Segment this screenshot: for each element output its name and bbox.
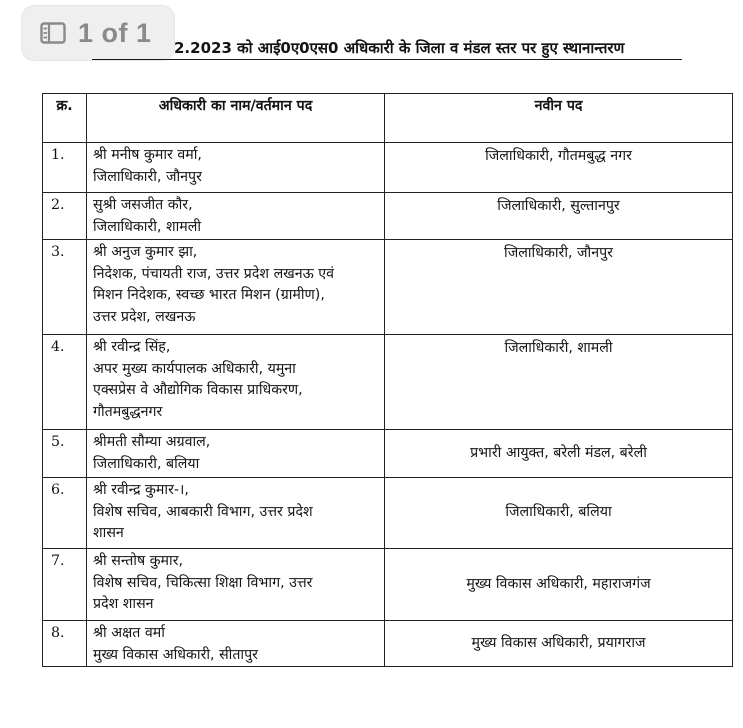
officer-cell — [87, 240, 385, 335]
table-row — [43, 478, 733, 549]
serial-cell: 7. — [43, 549, 87, 621]
officer-line: विशेष सचिव, चिकित्सा शिक्षा विभाग, उत्तर — [93, 574, 313, 591]
new-post-cell: जिलाधिकारी, सुल्तानपुर — [385, 193, 733, 240]
serial-cell: 5. — [43, 430, 87, 478]
page-indicator-button[interactable] — [22, 6, 174, 60]
page-indicator-label: 1 of 1 — [78, 17, 152, 48]
header-row — [43, 94, 733, 143]
new-post-cell: जिलाधिकारी, बलिया — [385, 478, 733, 549]
officer-cell — [87, 478, 385, 549]
table-row — [43, 240, 733, 335]
officer-cell — [87, 549, 385, 621]
serial-cell: 3. — [43, 240, 87, 335]
table-row — [43, 335, 733, 430]
officer-line: अपर मुख्य कार्यपालक अधिकारी, यमुना — [93, 360, 296, 377]
officer-line: प्रदेश शासन — [93, 596, 154, 612]
officer-cell — [87, 621, 385, 667]
document-title: 2.2023 को आई0ए0एस0 अधिकारी के जिला व मंडल स्तर पर हुए स्थानान्तरण — [174, 39, 625, 57]
officer-line: उत्तर प्रदेश, लखनऊ — [93, 308, 196, 325]
title-underline — [92, 59, 682, 60]
header-serial: क्र. — [43, 94, 87, 143]
header-officer: अधिकारी का नाम/वर्तमान पद — [87, 94, 385, 143]
serial-cell: 6. — [43, 478, 87, 549]
officer-line: जिलाधिकारी, बलिया — [93, 455, 200, 472]
new-post-cell: जिलाधिकारी, गौतमबुद्ध नगर — [385, 143, 733, 193]
officer-line: सुश्री जसजीत कौर, — [93, 197, 193, 213]
new-post-cell: जिलाधिकारी, जौनपुर — [385, 240, 733, 335]
officer-line: निदेशक, पंचायती राज, उत्तर प्रदेश लखनऊ एवं — [93, 265, 335, 282]
table-row — [43, 621, 733, 667]
officer-cell — [87, 143, 385, 193]
officer-line: गौतमबुद्धनगर — [93, 403, 163, 420]
page-list-icon — [40, 22, 66, 44]
officer-cell — [87, 335, 385, 430]
officer-line: जिलाधिकारी, जौनपुर — [93, 168, 202, 185]
officer-line: श्री अक्षत वर्मा — [93, 625, 165, 641]
officer-cell — [87, 193, 385, 240]
officer-line: श्री रवीन्द्र सिंह, — [93, 339, 171, 355]
table-row — [43, 430, 733, 478]
new-post-cell: मुख्य विकास अधिकारी, प्रयागराज — [385, 621, 733, 667]
officer-line: श्री मनीष कुमार वर्मा, — [93, 147, 202, 163]
officer-cell — [87, 430, 385, 478]
officer-line: श्री रवीन्द्र कुमार-।, — [93, 482, 189, 498]
officer-line: जिलाधिकारी, शामली — [93, 218, 202, 235]
officer-line: मुख्य विकास अधिकारी, सीतापुर — [93, 646, 258, 663]
table-row — [43, 143, 733, 193]
officer-line: एक्सप्रेस वे औद्योगिक विकास प्राधिकरण, — [93, 382, 303, 398]
officer-line: विशेष सचिव, आबकारी विभाग, उत्तर प्रदेश — [93, 503, 313, 520]
new-post-cell: जिलाधिकारी, शामली — [385, 335, 733, 430]
new-post-cell: प्रभारी आयुक्त, बरेली मंडल, बरेली — [385, 430, 733, 478]
new-post-cell: मुख्य विकास अधिकारी, महाराजगंज — [385, 549, 733, 621]
table-row — [43, 549, 733, 621]
table-row — [43, 193, 733, 240]
officer-line: श्री सन्तोष कुमार, — [93, 553, 184, 569]
serial-cell: 8. — [43, 621, 87, 667]
serial-cell: 2. — [43, 193, 87, 240]
officer-line: श्री अनुज कुमार झा, — [93, 244, 198, 260]
header-new-post: नवीन पद — [385, 94, 733, 143]
officer-line: मिशन निदेशक, स्वच्छ भारत मिशन (ग्रामीण), — [93, 287, 325, 303]
officer-line: श्रीमती सौम्या अग्रवाल, — [93, 434, 211, 450]
transfer-table — [42, 93, 733, 667]
serial-cell: 1. — [43, 143, 87, 193]
officer-line: शासन — [93, 525, 124, 541]
serial-cell: 4. — [43, 335, 87, 430]
